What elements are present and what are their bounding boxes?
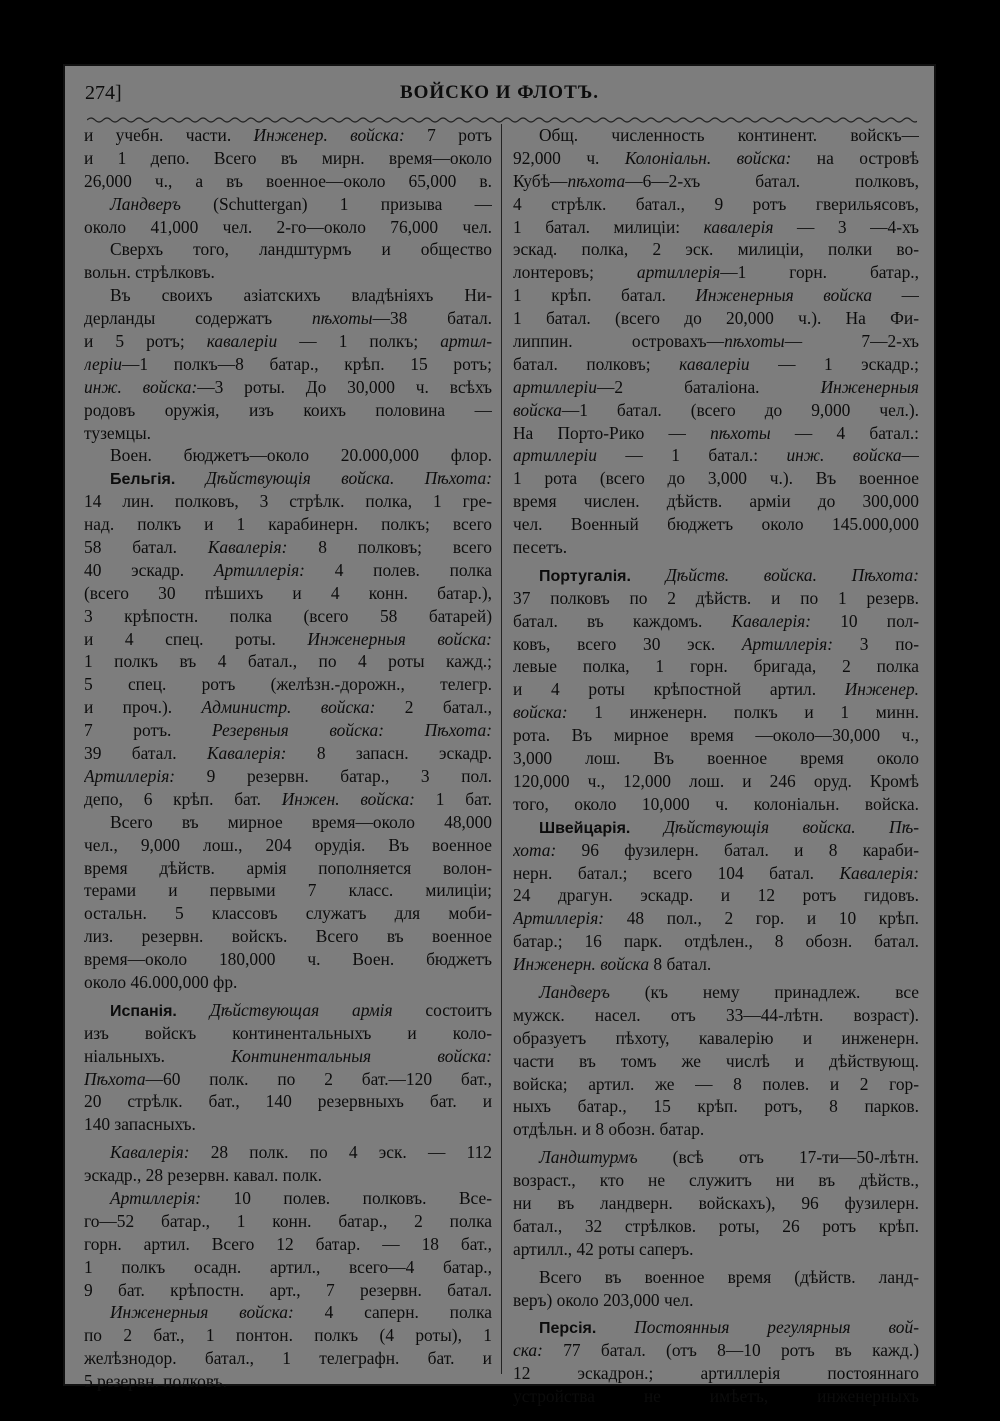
text-line: возраст., кто не служитъ ни въ дѣйств.,: [513, 1170, 919, 1191]
text-line: артилл., 42 роты саперъ.: [513, 1238, 694, 1259]
left-text-column: [84, 124, 492, 1393]
text-line: ни въ ландверн. войскахъ), 96 фузилерн.: [513, 1192, 919, 1213]
decorative-wavy-rule: [87, 116, 917, 124]
text-line: Бельгія. Дѣйствующія войска. Пѣхота:: [110, 468, 492, 489]
running-title: ВОЙСКО И ФЛОТЪ.: [399, 82, 600, 103]
text-line: 9 бат. крѣпостн. арт., 7 резервн. батал.: [84, 1279, 492, 1300]
text-line: Португалія. Дѣйств. войска. Пѣхота:: [539, 564, 919, 585]
text-line: желѣзнодор. батал., 1 телеграфн. бат. и: [84, 1348, 492, 1369]
text-line: Инженерныя войска: 4 саперн. полка: [110, 1302, 492, 1323]
text-line: Всего въ военное время (дѣйств. ланд-: [539, 1266, 919, 1287]
text-line: 92,000 ч. Колоніальн. войска: на островѣ: [513, 147, 919, 168]
text-line: и учебн. части. Инженер. войска: 7 ротъ: [84, 125, 492, 145]
text-line: над. полкъ и 1 карабинерн. полкъ; всего: [84, 514, 492, 535]
text-line: артиллеріи — 1 батал.: инж. войска—: [513, 445, 919, 466]
text-line: липпин. островахъ—пѣхоты— 7—2-хъ: [513, 331, 919, 352]
text-line: 39 батал. Кавалерія: 8 запасн. эскадр.: [84, 743, 492, 764]
text-line: родовъ оружія, изъ коихъ половина —: [84, 399, 492, 420]
text-line: Общ. численность континент. войскъ—: [539, 125, 919, 145]
right-text-column: [513, 124, 919, 1408]
text-line: 26,000 ч., а въ военное—около 65,000 в.: [84, 170, 492, 191]
text-line: войска; артил. же — 8 полев. и 2 гор-: [513, 1073, 919, 1094]
text-line: батар.; 16 парк. отдѣлен., 8 обозн. батал.: [513, 931, 919, 952]
text-line: Швейцарія. Дѣйствующія войска. Пѣ-: [539, 816, 919, 837]
text-line: чел., 9,000 лош., 204 орудія. Въ военное: [84, 834, 492, 855]
text-line: изъ войскъ континентальныхъ и коло-: [84, 1022, 492, 1043]
text-line: го—52 батар., 1 конн. батар., 2 полка: [84, 1210, 492, 1231]
text-line: время числен. дѣйств. арміи до 300,000: [513, 491, 919, 512]
text-line: 5 резервн. полковъ.: [84, 1371, 227, 1392]
text-line: батал. въ каждомъ. Кавалерія: 10 пол-: [513, 610, 919, 631]
text-line: 24 драгун. эскадр. и 12 ротъ гидовъ.: [513, 885, 919, 906]
text-line: ска: 77 батал. (отъ 8—10 ротъ въ кажд.): [513, 1340, 919, 1361]
text-line: и 4 спец. роты. Инженерныя войска:: [84, 628, 492, 649]
text-line: 3,000 лош. Въ военное время около: [513, 748, 919, 769]
text-line: (всего 30 пѣшихъ и 4 конн. батар.),: [84, 582, 492, 603]
text-line: мужск. насел. отъ 33—44-лѣтн. возраст).: [513, 1004, 919, 1025]
text-line: 37 полковъ по 2 дѣйств. и по 1 резерв.: [513, 587, 919, 608]
text-line: Всего въ мирное время—около 48,000: [110, 811, 492, 832]
text-line: 14 лин. полковъ, 3 стрѣлк. полка, 1 гре-: [84, 491, 492, 512]
text-line: леріи—1 полкъ—8 батар., крѣп. 15 ротъ;: [84, 353, 492, 374]
page-number: 274]: [85, 82, 122, 104]
text-line: 3 крѣпостн. полка (всего 58 батарей): [84, 605, 492, 626]
text-line: 120,000 ч., 12,000 лош. и 246 оруд. Кромѣ: [513, 770, 919, 791]
text-line: время—около 180,000 ч. Воен. бюджетъ: [84, 949, 492, 970]
text-line: терами и первыми 7 класс. милиціи;: [84, 880, 492, 901]
text-line: 1 рота (всего до 3,000 ч.). Въ военное: [513, 468, 919, 489]
text-line: отдѣльн. и 8 обозн. батар.: [513, 1119, 705, 1140]
text-line: эскад. полка, 2 эск. милиціи, полки во-: [513, 239, 919, 260]
text-line: Воен. бюджетъ—около 20.000,000 флор.: [110, 445, 492, 466]
text-line: депо, 6 крѣп. бат. Инжен. войска: 1 бат.: [84, 788, 492, 809]
text-line: Ландверъ (Schuttergan) 1 призыва —: [110, 193, 492, 214]
text-line: На Порто-Рико — пѣхоты — 4 батал.:: [513, 422, 919, 443]
text-line: устройства не имѣетъ, инженерныхъ: [513, 1386, 919, 1407]
text-line: батал. полковъ; кавалеріи — 1 эскадр.;: [513, 353, 919, 374]
text-line: ніальныхъ. Континентальныя войска:: [84, 1045, 492, 1066]
text-line: Кубѣ—пѣхота—6—2-хъ батал. полковъ,: [513, 170, 919, 191]
text-line: по 2 бат., 1 понтон. полкъ (4 роты), 1: [84, 1325, 492, 1346]
text-line: образуетъ пѣхоту, кавалерію и инженерн.: [513, 1027, 919, 1048]
text-line: Артиллерія: 9 резервн. батар., 3 пол.: [84, 765, 492, 786]
text-line: и 1 депо. Всего въ мирн. время—около: [84, 147, 492, 168]
text-line: левые полка, 1 горн. бригада, 2 полка: [513, 656, 919, 677]
text-line: Артиллерія: 10 полев. полковъ. Все-: [110, 1187, 492, 1208]
text-line: горн. артил. Всего 12 батар. — 18 бат.,: [84, 1233, 492, 1254]
text-line: того, около 10,000 ч. колоніальн. войска.: [513, 793, 919, 814]
text-line: артиллеріи—2 баталіона. Инженерныя: [513, 376, 919, 397]
text-line: лиз. резервн. войскъ. Всего въ военное: [84, 926, 492, 947]
text-line: 5 спец. ротъ (желѣзн.-дорожн., телегр.: [84, 674, 492, 695]
text-line: 1 крѣп. батал. Инженерныя войска —: [513, 285, 919, 306]
text-line: 1 батал. милиціи: кавалерія — 3 —4-хъ: [513, 216, 919, 237]
book-page: [63, 64, 936, 1407]
text-line: веръ) около 203,000 чел.: [513, 1289, 694, 1310]
column-divider: [501, 124, 502, 1374]
text-line: Инженерн. войска 8 батал.: [513, 954, 712, 975]
text-line: Персія. Постоянныя регулярныя вой-: [539, 1317, 919, 1338]
text-line: 12 эскадрон.; артиллерія постояннаго: [513, 1363, 919, 1384]
text-line: хота: 96 фузилерн. батал. и 8 караби-: [513, 839, 919, 860]
text-line: Ландверъ (къ нему принадлеж. все: [539, 981, 919, 1002]
text-line: войска—1 батал. (всего до 9,000 чел.).: [513, 399, 919, 420]
text-line: дерланды содержатъ пѣхоты—38 батал.: [84, 308, 492, 329]
text-line: время дѣйств. армія пополняется волон-: [84, 857, 492, 878]
text-line: 1 батал. (всего до 20,000 ч.). На Фи-: [513, 308, 919, 329]
text-line: лонтеровъ; артиллерія—1 горн. батар.,: [513, 262, 919, 283]
text-line: нерн. батал.; всего 104 батал. Кавалерія:: [513, 862, 919, 883]
text-line: Испанія. Дѣйствующая армія состоитъ: [110, 999, 492, 1020]
text-line: песетъ.: [513, 537, 568, 558]
text-line: Въ своихъ азіатскихъ владѣніяхъ Ни-: [110, 285, 492, 306]
text-line: эскадр., 28 резервн. кавал. полк.: [84, 1165, 322, 1186]
text-line: и 4 роты крѣпостной артил. Инженер.: [513, 679, 919, 700]
text-line: около 46.000,000 фр.: [84, 971, 238, 992]
text-line: ковъ, всего 30 эск. Артиллерія: 3 по-: [513, 633, 919, 654]
text-line: войска: 1 инженерн. полкъ и 1 минн.: [513, 702, 919, 723]
text-line: 4 стрѣлк. батал., 9 ротъ гверильясовъ,: [513, 193, 919, 214]
text-line: инж. войска:—3 роты. До 30,000 ч. всѣхъ: [84, 376, 492, 397]
text-line: Пѣхота—60 полк. по 2 бат.—120 бат.,: [84, 1068, 492, 1089]
text-line: Артиллерія: 48 пол., 2 гор. и 10 крѣп.: [513, 908, 919, 929]
text-line: 20 стрѣлк. бат., 140 резервныхъ бат. и: [84, 1091, 492, 1112]
text-line: ныхъ батар., 15 крѣп. ротъ, 8 парков.: [513, 1096, 919, 1117]
text-line: 1 полкъ осадн. артил., всего—4 батар.,: [84, 1256, 492, 1277]
text-line: остальн. 5 классовъ служатъ для моби-: [84, 903, 492, 924]
text-line: и 5 ротъ; кавалеріи — 1 полкъ; артил-: [84, 331, 492, 352]
text-line: 7 ротъ. Резервныя войска: Пѣхота:: [84, 720, 492, 741]
text-line: Сверхъ того, ландштурмъ и общество: [110, 239, 492, 260]
text-line: Ландштурмъ (всѣ отъ 17-ти—50-лѣтн.: [539, 1147, 919, 1168]
text-line: батал., 32 стрѣлков. роты, 26 ротъ крѣп.: [513, 1215, 919, 1236]
text-line: 1 полкъ въ 4 батал., по 4 роты кажд.;: [84, 651, 492, 672]
text-line: Кавалерія: 28 полк. по 4 эск. — 112: [110, 1142, 492, 1163]
text-line: 40 эскадр. Артиллерія: 4 полев. полка: [84, 559, 492, 580]
text-line: туземцы.: [84, 422, 151, 443]
text-line: 58 батал. Кавалерія: 8 полковъ; всего: [84, 537, 492, 558]
text-line: вольн. стрѣлковъ.: [84, 262, 215, 283]
text-line: рота. Въ мирное время —около—30,000 ч.,: [513, 725, 919, 746]
text-line: 140 запасныхъ.: [84, 1114, 196, 1135]
text-line: чел. Военный бюджетъ около 145.000,000: [513, 514, 919, 535]
text-line: около 41,000 чел. 2-го—около 76,000 чел.: [84, 216, 492, 237]
text-line: части въ томъ же числѣ и дѣйствующ.: [513, 1050, 919, 1071]
text-line: и проч.). Администр. войска: 2 батал.,: [84, 697, 492, 718]
page-header: [65, 76, 934, 110]
